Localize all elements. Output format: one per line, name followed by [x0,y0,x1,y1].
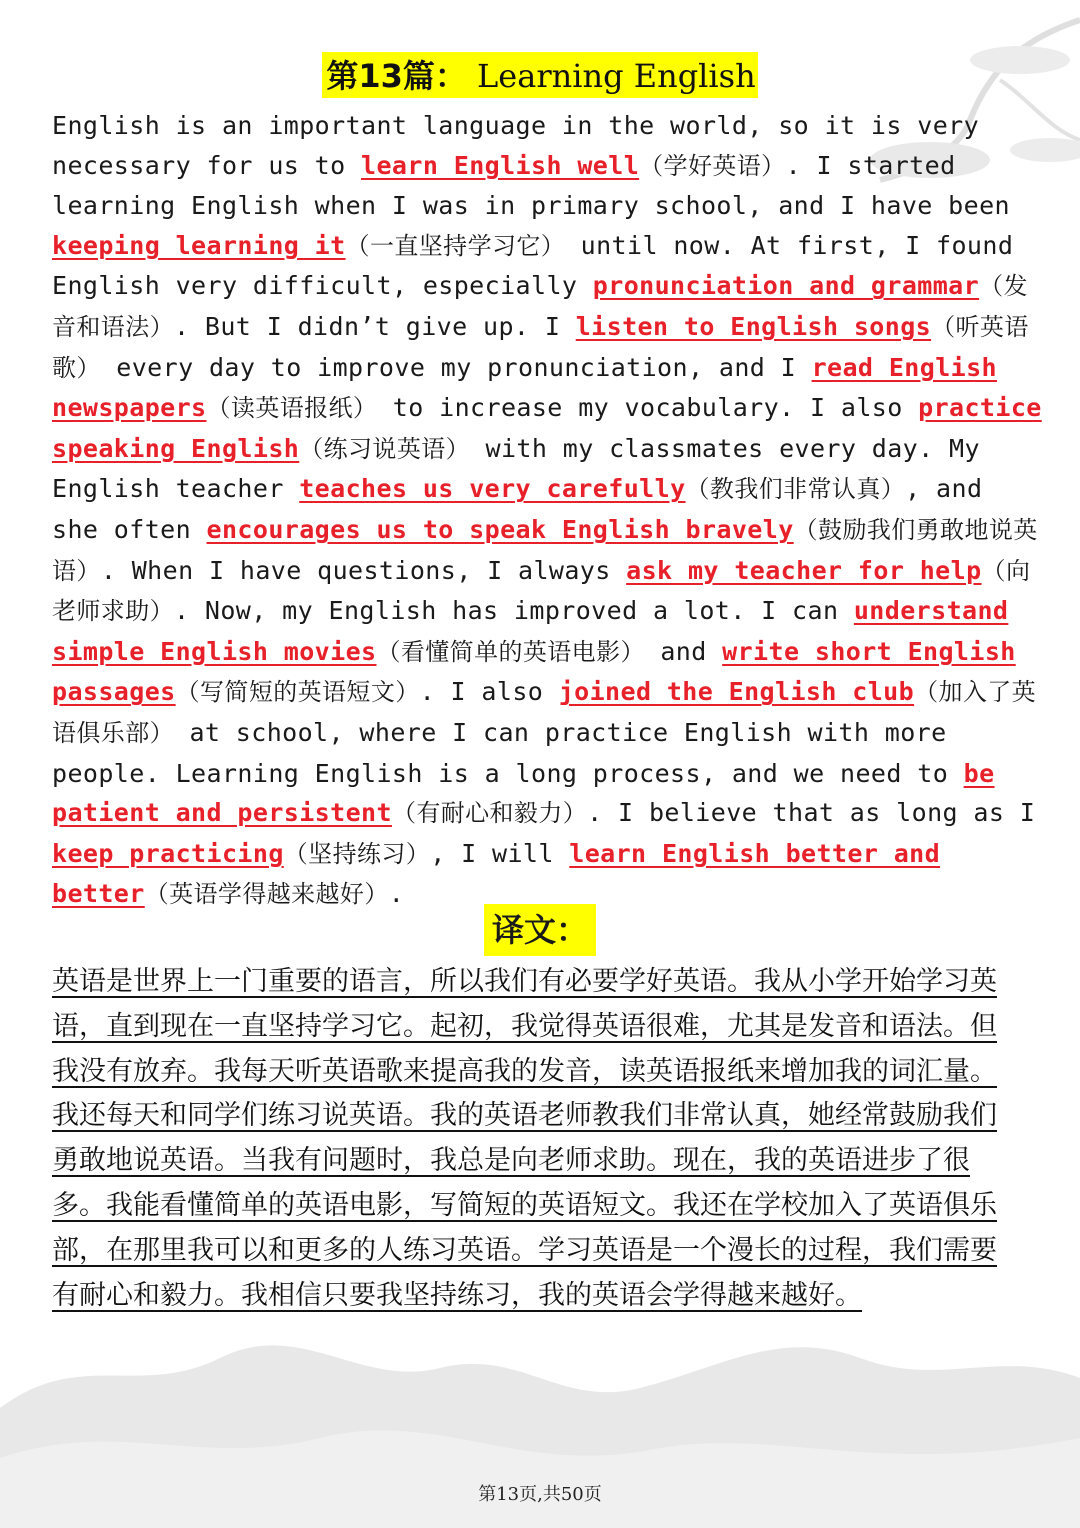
phrase-translation: （写简短的英语短文） [175,678,420,707]
phrase-translation: （练习说英语） [299,434,471,463]
passage-text: . Now, my English has improved a lot. I can [174,596,854,626]
passage-text: every day to improve my pronunciation, and I [100,352,812,382]
key-phrase: write short English passages [52,636,1016,707]
key-phrase: pronunciation and grammar [592,271,980,301]
key-phrase: joined the English club [558,677,915,707]
key-phrase: teaches us very carefully [299,474,686,504]
key-phrase: listen to English songs [575,311,932,341]
passage-text: to increase my vocabulary. I also [377,393,919,423]
title-container [0,52,1080,98]
phrase-translation: （看懂简单的英语电影） [376,637,645,666]
passage-text: with my classmates every day. My English teacher [52,433,980,504]
passage-text: . I believe that as long as I [587,798,1036,828]
phrase-translation: （教我们非常认真） [685,475,906,504]
title-prefix: 第13篇： [326,57,467,95]
phrase-translation: （英语学得越来越好） [144,880,389,909]
key-phrase: practice speaking English [52,393,1042,463]
phrase-translation: （坚持练习） [283,839,431,868]
key-phrase: learn English better and better [52,838,941,909]
phrase-translation: （读英语报纸） [206,394,378,423]
phrase-translation: （有耐心和毅力） [391,799,588,828]
english-passage [52,106,1042,915]
phrase-translation: （一直坚持学习它） [345,231,566,260]
key-phrase: encourages us to speak English bravely [206,514,794,544]
translation-heading-container [0,904,1080,956]
passage-text: at school, where I can practice English with more people. Learning English is a long process, and we need to [52,717,964,788]
key-phrase: keeping learning it [52,230,346,260]
passage-text: . I also [419,677,559,707]
phrase-translation: （加入了英语俱乐部） [52,678,1037,747]
key-phrase: ask my teacher for help [626,555,982,585]
passage-text: English is an important language in the world, so it is very necessary for us to [52,111,980,180]
translation-heading: 译文： [484,904,596,956]
key-phrase: be patient and persistent [52,758,995,828]
phrase-translation: （学好英语） [639,151,786,180]
page-title [322,52,757,98]
passage-text: until now. At first, I found English very difficult, especially [52,230,1014,301]
passage-text: . [388,879,405,909]
phrase-translation: （向老师求助） [52,556,1031,626]
passage-text: . When I have questions, I always [100,555,627,585]
passage-text: and [644,636,723,666]
key-phrase: keep practicing [52,838,284,868]
passage-text: . I started learning English when I was in primary school, and I have been [52,150,1010,221]
passage-text: , and she often [52,474,983,544]
phrase-translation: （听英语歌） [52,312,1029,382]
key-phrase: understand simple English movies [52,596,1009,666]
passage-text: , I will [430,838,570,868]
passage-text: . But I didn’t give up. I [174,311,576,341]
key-phrase: read English newspapers [52,352,997,423]
chinese-translation: 英语是世界上一门重要的语言，所以我们有必要学好英语。我从小学开始学习英语，直到现在一直坚持学习它。起初，我觉得英语很难，尤其是发音和语法。但我没有放弃。我每天听英语歌来提高我的发音，读英语报纸来增加我的词汇量。我还每天和同学们练习说英语。我的英语老师教我们非常认真，她经常鼓励我们勇敢地说英语。当我有问题时，我总是向老师求助。现在，我的英语进步了很多。我能看懂简单的英语电影，写简短的英语短文。我还在学校加入了英语俱乐部，在那里我可以和更多的人练习英语。学习英语是一个漫长的过程，我们需要有耐心和毅力。我相信只要我坚持练习，我的英语会学得越来越好。 [52,966,997,1311]
phrase-translation: （发音和语法） [52,272,1028,341]
page-number: 第13页,共50页 [478,1484,602,1505]
phrase-translation: （鼓励我们勇敢地说英语） [52,515,1038,585]
key-phrase: learn English well [361,150,640,180]
title-text: Learning English [466,57,756,95]
